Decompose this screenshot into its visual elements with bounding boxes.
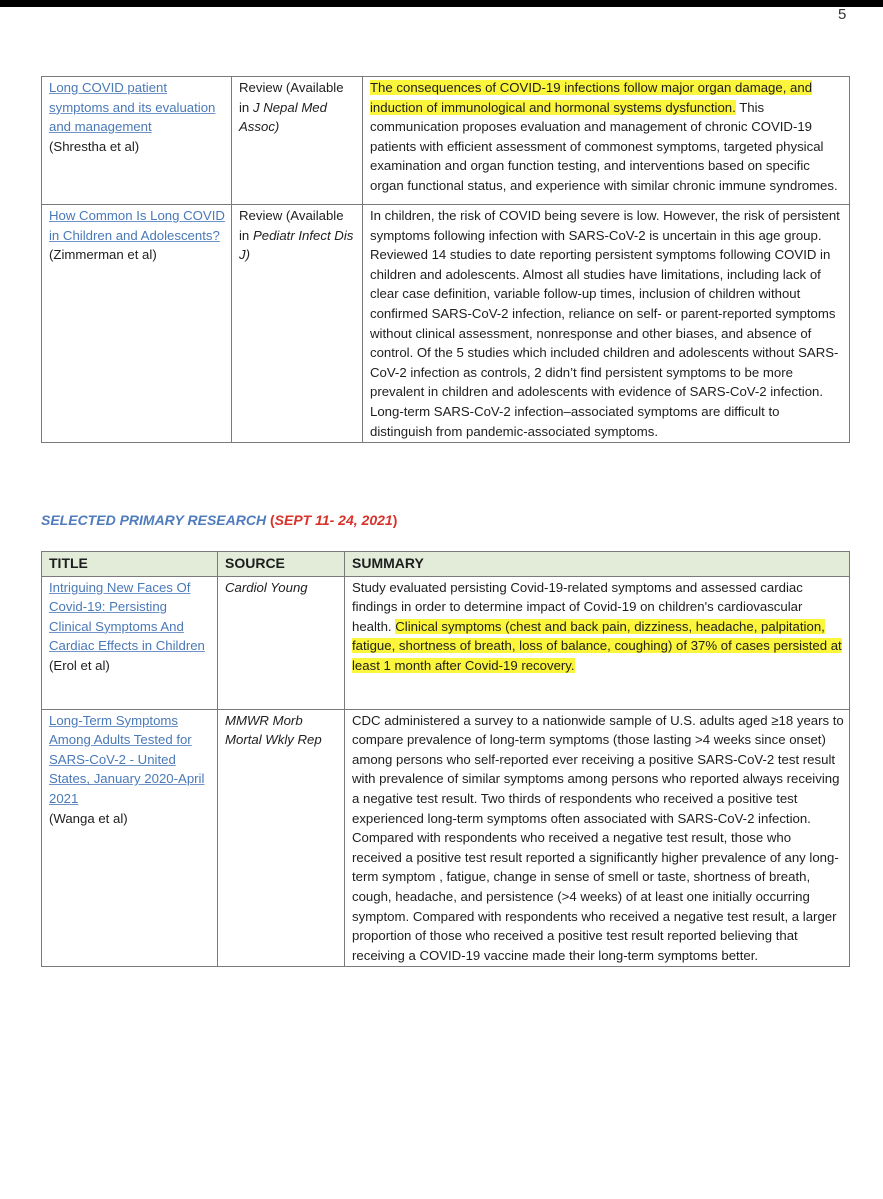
table-row — [42, 576, 850, 709]
article-link[interactable]: Intriguing New Faces Of Covid-19: Persisting Clinical Symptoms And Cardiac Effects in Children — [49, 579, 205, 654]
authors: (Erol et al) — [49, 657, 110, 673]
section-heading — [41, 512, 397, 528]
source-type: Review (Available in — [239, 208, 344, 243]
title-cell — [42, 576, 218, 709]
top-black-bar — [0, 0, 883, 7]
article-link[interactable]: Long-Term Symptoms Among Adults Tested for SARS-CoV-2 - United States, January 2020-April 2021 — [49, 712, 205, 806]
title-cell — [42, 205, 232, 443]
source-cell — [232, 205, 363, 443]
primary-research-table — [41, 551, 850, 967]
section-heading-title: SELECTED PRIMARY RESEARCH — [41, 512, 270, 528]
column-header-title: TITLE — [42, 552, 218, 577]
title-cell — [42, 709, 218, 967]
summary-text: In children, the risk of COVID being severe is low. However, the risk of persistent symptoms following infection with SARS-CoV-2 is uncertain in this age group. Reviewed 14 studies to date reporting persistent symptoms following COVID in children and adolescents. Almost all studies have limitations, including lack of clear case definition, variable follow-up times, inclusion of children without confirmed SARS-CoV-2 infection, reliance on self- or parent-reported symptoms without clinical assessment, nonresponse and other biases, and absence of control. Of the 5 studies which included children and adolescents without SARS-CoV-2 infection as controls, 2 didn’t find persistent symptoms to be more prevalent in children and adolescents with evidence of SARS-CoV-2 infection. Long-term SARS-CoV-2 infection–associated symptoms are difficult to distinguish from pandemic-associated symptoms. — [370, 208, 840, 439]
section-heading-dates: SEPT 11- 24, 2021 — [274, 512, 393, 528]
review-table — [41, 76, 850, 443]
article-link[interactable]: How Common Is Long COVID in Children and Adolescents? — [49, 208, 225, 243]
source-journal: Pediatr Infect Dis J) — [239, 227, 354, 263]
summary-cell — [345, 576, 850, 709]
source-cell — [232, 77, 363, 205]
title-cell — [42, 77, 232, 205]
table-header-row — [42, 552, 850, 577]
highlighted-summary: The consequences of COVID-19 infections follow major organ damage, and induction of immunological and hormonal systems dysfunction. — [370, 80, 813, 115]
summary-cell — [363, 205, 850, 443]
article-link[interactable]: Long COVID patient symptoms and its evaluation and management — [49, 80, 216, 135]
authors: (Shrestha et al) — [49, 138, 140, 154]
source-type: Review (Available in — [239, 80, 344, 115]
table-row — [42, 77, 850, 205]
paren-close: ) — [392, 512, 398, 528]
summary-cell — [363, 77, 850, 205]
summary-text: Study evaluated persisting Covid-19-related symptoms and assessed cardiac findings in order to determine impact of Covid-19 on children's cardiovascular health. — [352, 579, 803, 634]
column-header-source: SOURCE — [218, 552, 345, 577]
page-number: 5 — [838, 6, 847, 23]
source-journal: J Nepal Med Assoc) — [239, 99, 327, 135]
summary-text: This communication proposes evaluation and management of chronic COVID-19 patients with efficient assessment of commonest symptoms, targeted physical examination and organ function testing, and interventions based on specific organ functional status, and experience with similar chronic immune syndromes. — [370, 99, 838, 193]
table-row — [42, 205, 850, 443]
table-row — [42, 709, 850, 967]
column-header-summary: SUMMARY — [345, 552, 850, 577]
authors: (Zimmerman et al) — [49, 247, 157, 263]
summary-cell — [345, 709, 850, 967]
source-cell: MMWR Morb Mortal Wkly Rep — [218, 709, 345, 967]
paren-open: ( — [269, 512, 275, 528]
authors: (Wanga et al) — [49, 810, 128, 826]
summary-text: CDC administered a survey to a nationwide sample of U.S. adults aged ≥18 years to compare prevalence of long-term symptoms (those lasting >4 weeks since onset) among persons who self-reported ever receiving a positive SARS-CoV-2 test result with prevalence of similar symptoms among persons who reported always receiving a negative test result. Two thirds of respondents who received a positive test experienced long-term symptoms often associated with SARS-CoV-2 infection. Compared with respondents who received a negative test result, those who received a positive test result reported a significantly higher prevalence of any long-term symptom , fatigue, change in sense of smell or taste, shortness of breath, cough, headache, and persistence (>4 weeks) of at least one initially occurring symptom. Compared with respondents who received a negative test result, a larger proportion of those who received a positive test result reported believing that receiving a COVID-19 vaccine made their long-term symptoms better. — [352, 712, 844, 963]
highlighted-summary: Clinical symptoms (chest and back pain, dizziness, headache, palpitation, fatigue, shortness of breath, loss of balance, coughing) of 37% of cases persisted at least 1 month after Covid-19 recovery. — [352, 618, 842, 673]
source-cell: Cardiol Young — [218, 576, 345, 709]
